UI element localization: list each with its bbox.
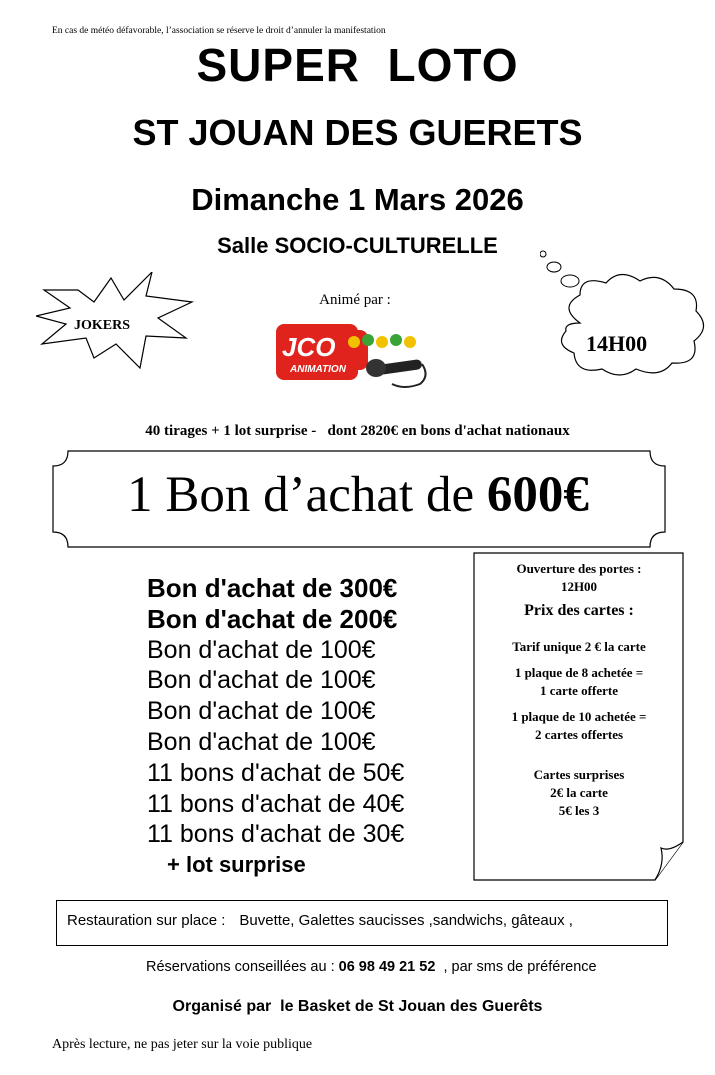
list-item: Bon d'achat de 100€ [147,635,376,664]
list-item: Bon d'achat de 100€ [147,697,376,726]
grand-prize-text: 1 Bon d’achat de [127,467,487,523]
info-panel [478,560,680,820]
microphone-icon [366,359,426,387]
list-item: 11 bons d'achat de 40€ [147,789,405,818]
grand-prize [52,466,664,524]
event-venue: Salle SOCIO-CULTURELLE [217,233,498,258]
town-name: ST JOUAN DES GUERETS [132,112,583,153]
list-item: Bon d'achat de 200€ [147,603,398,634]
event-title: SUPER LOTO [196,39,519,91]
weather-disclaimer: En cas de météo défavorable, l’association se réserve le droit d’annuler la manifestation [52,26,386,36]
price-tarif: Tarif unique 2 € la carte [512,639,646,654]
reservation-suffix: , par sms de préférence [435,959,597,975]
reservation-line [146,959,597,975]
food-items: Buvette, Galettes saucisses ,sandwichs, gâteaux , [239,912,573,929]
doors-label: Ouverture des portes : [516,561,642,576]
list-item: Bon d'achat de 100€ [147,727,376,756]
event-date: Dimanche 1 Mars 2026 [191,182,524,217]
surprise-price1: 2€ la carte [550,785,608,800]
draws-summary: 40 tirages + 1 lot surprise - dont 2820€ en bons d'achat nationaux [145,423,570,439]
organizer: Organisé par le Basket de St Jouan des Guerêts [172,998,543,1015]
list-item: Bon d'achat de 100€ [147,666,376,695]
offer2-line2: 2 cartes offertes [534,727,624,742]
list-item: 11 bons d'achat de 50€ [147,758,405,787]
logo-top-text: JCO [282,332,336,362]
animator-intro: Animé par : [319,292,391,308]
grand-prize-amount: 600€ [486,467,589,523]
food-label: Restauration sur place : [67,912,226,929]
list-item: Bon d'achat de 300€ [147,573,398,603]
food-info [67,912,573,929]
offer2-line1: 1 plaque de 10 achetée = [511,709,647,724]
start-time: 14H00 [586,331,648,356]
prices-title: Prix des cartes : [524,602,634,619]
logo-bottom-text: ANIMATION [290,364,346,375]
reservation-text: Réservations conseillées au : [146,959,339,975]
footer-note: Après lecture, ne pas jeter sur la voie publique [52,1037,313,1052]
offer1-line1: 1 plaque de 8 achetée = [514,665,644,680]
surprise-title: Cartes surprises [533,767,625,782]
time-cloud [540,245,712,395]
reservation-phone: 06 98 49 21 52 [338,959,436,975]
prize-list [147,573,404,881]
jokers-label: JOKERS [74,318,131,333]
doors-time: 12H00 [560,579,598,594]
list-item: 11 bons d'achat de 30€ [147,820,405,849]
list-item: + lot surprise [167,852,306,878]
surprise-price2: 5€ les 3 [558,803,600,818]
offer1-line2: 1 carte offerte [540,683,618,698]
jco-animation-logo [272,320,432,392]
